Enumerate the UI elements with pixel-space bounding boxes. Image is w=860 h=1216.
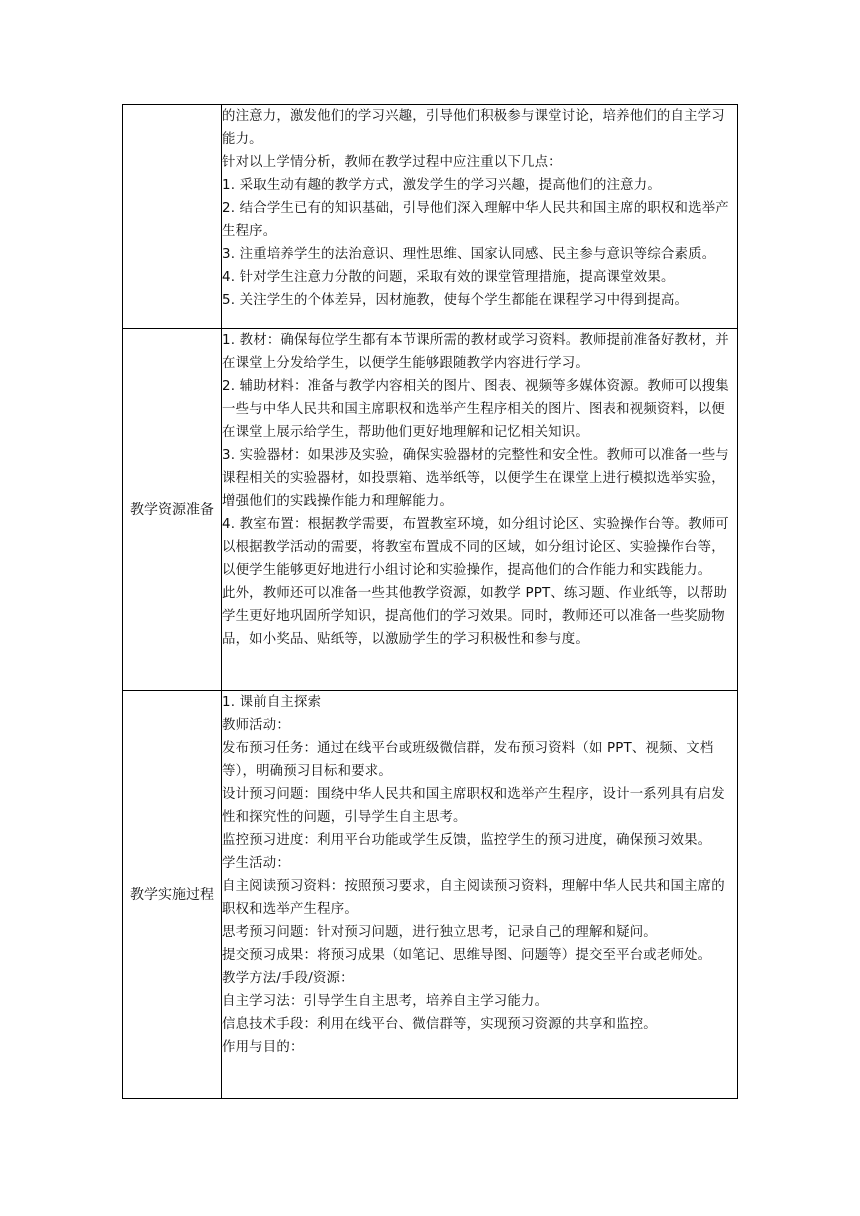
- table-row: [123, 329, 738, 691]
- paragraph: 教师活动：: [222, 718, 290, 733]
- paragraph: 学生活动：: [222, 856, 290, 871]
- row-label: 教学资源准备: [130, 501, 214, 518]
- paragraph: 3. 实验器材：如果涉及实验，确保实验器材的完整性和安全性。教师可以准备一些与课程相关的实验器材，如投票箱、选举纸等，以便学生在课堂上进行模拟选举实验，增强他们的实践操作能力和理解能力。: [222, 448, 729, 509]
- paragraph: 4. 针对学生注意力分散的问题，采取有效的课堂管理措施，提高课堂效果。: [222, 270, 675, 285]
- paragraph: 2. 辅助材料：准备与教学内容相关的图片、图表、视频等多媒体资源。教师可以搜集一些与中华人民共和国主席职权和选举产生程序相关的图片、图表和视频资料，以便在课堂上展示给学生，帮助他们更好地理解和记忆相关知识。: [222, 379, 729, 440]
- paragraph: 自主阅读预习资料：按照预习要求，自主阅读预习资料，理解中华人民共和国主席的职权和选举产生程序。: [222, 879, 725, 917]
- paragraph: 4. 教室布置：根据教学需要，布置教室环境，如分组讨论区、实验操作台等。教师可以根据教学活动的需要，将教室布置成不同的区域，如分组讨论区、实验操作台等，以便学生能够更好地进行小组讨论和实验操作，提高他们的合作能力和实践能力。: [222, 517, 729, 578]
- paragraph: 3. 注重培养学生的法治意识、理性思维、国家认同感、民主参与意识等综合素质。: [222, 247, 716, 262]
- paragraph: 针对以上学情分析，教师在教学过程中应注重以下几点：: [222, 155, 562, 170]
- row-label-cell: [123, 691, 222, 1099]
- paragraph: 1. 教材：确保每位学生都有本节课所需的教材或学习资料。教师提前准备好教材，并在课堂上分发给学生，以便学生能够跟随教学内容进行学习。: [222, 333, 729, 371]
- paragraph: 监控预习进度：利用平台功能或学生反馈，监控学生的预习进度，确保预习效果。: [222, 833, 712, 848]
- paragraph: 5. 关注学生的个体差异，因材施教，使每个学生都能在课程学习中得到提高。: [222, 293, 689, 308]
- row-label-cell: [123, 105, 222, 329]
- row-content-cell: [222, 329, 738, 691]
- paragraph: 自主学习法：引导学生自主思考，培养自主学习能力。: [222, 994, 549, 1009]
- paragraph: 发布预习任务：通过在线平台或班级微信群，发布预习资料（如 PPT、视频、文档等），明确预习目标和要求。: [222, 741, 714, 779]
- paragraph: 思考预习问题：针对预习问题，进行独立思考，记录自己的理解和疑问。: [222, 925, 657, 940]
- paragraph: 教学方法/手段/资源：: [222, 971, 354, 986]
- paragraph: 的注意力，激发他们的学习兴趣，引导他们积极参与课堂讨论，培养他们的自主学习能力。: [222, 109, 725, 147]
- paragraph: 提交预习成果：将预习成果（如笔记、思维导图、问题等）提交至平台或老师处。: [222, 948, 712, 963]
- paragraph: 信息技术手段：利用在线平台、微信群等，实现预习资源的共享和监控。: [222, 1017, 657, 1032]
- table-row: [123, 105, 738, 329]
- row-label: 教学实施过程: [130, 886, 214, 903]
- row-label-cell: [123, 329, 222, 691]
- paragraph: 设计预习问题：围绕中华人民共和国主席职权和选举产生程序，设计一系列具有启发性和探究性的问题，引导学生自主思考。: [222, 787, 725, 825]
- paragraph: 2. 结合学生已有的知识基础，引导他们深入理解中华人民共和国主席的职权和选举产生程序。: [222, 201, 729, 239]
- lesson-plan-table: [122, 104, 738, 1099]
- row-content-cell: [222, 691, 738, 1099]
- table-row: [123, 691, 738, 1099]
- paragraph: 1. 课前自主探索: [222, 695, 322, 710]
- row-content-cell: [222, 105, 738, 329]
- paragraph: 作用与目的：: [222, 1040, 304, 1055]
- paragraph: 此外，教师还可以准备一些其他教学资源，如教学 PPT、练习题、作业纸等，以帮助学生更好地巩固所学知识，提高他们的学习效果。同时，教师还可以准备一些奖励物品，如小奖品、贴纸等，以激励学生的学习积极性和参与度。: [222, 586, 728, 647]
- paragraph: 1. 采取生动有趣的教学方式，激发学生的学习兴趣，提高他们的注意力。: [222, 178, 661, 193]
